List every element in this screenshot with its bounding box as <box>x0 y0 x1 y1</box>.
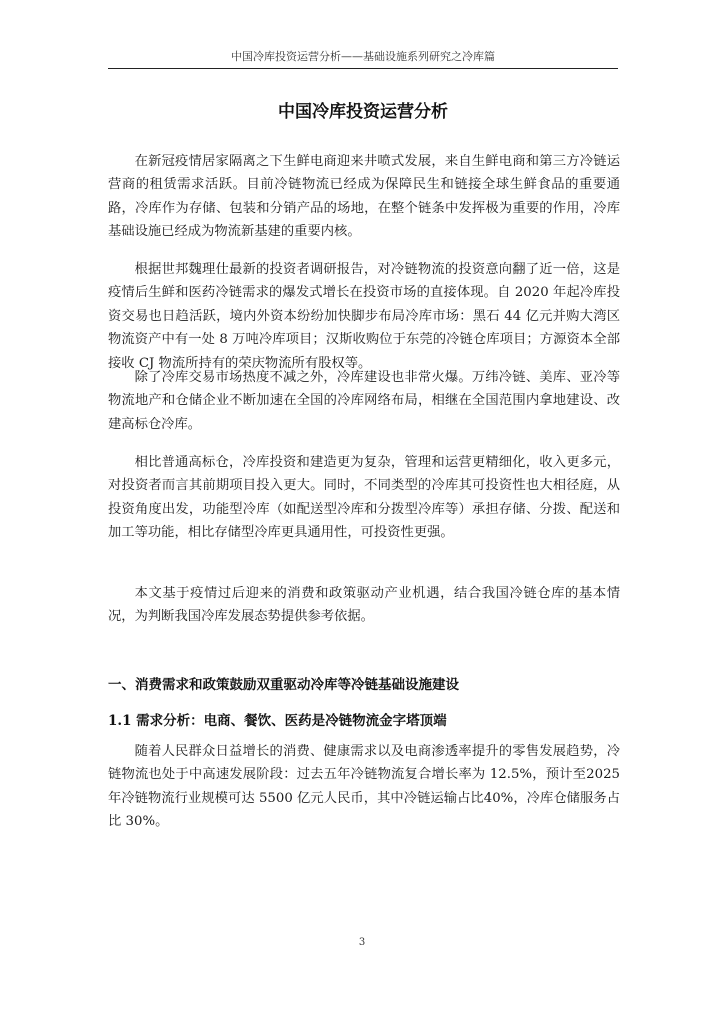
body-paragraph-2: 根据世邦魏理仕最新的投资者调研报告，对冷链物流的投资意向翻了近一倍，这是疫情后生鲜和医药冷链需求的爆发式增长在投资市场的直接体现。自 2020 年起冷库投资交易也日趋活跃，境内外资本纷纷加快脚步布局冷库市场：黑石 44 亿元并购大湾区物流资产中有一处 8 万吨冷库项目；汉斯收购位于东莞的冷链仓库项目；方源资本全部接收 CJ 物流所持有的荣庆物流所有股权等。 <box>108 262 620 371</box>
subsection-paragraph: 随着人民群众日益增长的消费、健康需求以及电商渗透率提升的零售发展趋势，冷链物流也处于中高速发展阶段：过去五年冷链物流复合增长率为 12.5%，预计至2025年冷链物流行业规模可达 5500 亿元人民币，其中冷链运输占比40%，冷库仓储服务占比 30%。 <box>108 744 620 830</box>
running-header: 中国冷库投资运营分析——基础设施系列研究之冷库篇 <box>231 50 495 63</box>
header-rule <box>108 68 618 69</box>
body-paragraph-1: 在新冠疫情居家隔离之下生鲜电商迎来井喷式发展，来自生鲜电商和第三方冷链运营商的租赁需求活跃。目前冷链物流已经成为保障民生和链接全球生鲜食品的重要通路，冷库作为存储、包装和分销产品的场地，在整个链条中发挥极为重要的作用，冷库基础设施已经成为物流新基建的重要内核。 <box>108 154 620 240</box>
subsection-heading: 1.1 需求分析：电商、餐饮、医药是冷链物流金字塔顶端 <box>108 713 447 729</box>
body-paragraph-4: 相比普通高标仓，冷库投资和建造更为复杂，管理和运营更精细化，收入更多元，对投资者而言其前期项目投入更大。同时，不同类型的冷库其可投资性也大相径庭，从投资角度出发，功能型冷库（如配送型冷库和分拨型冷库等）承担存储、分拨、配送和加工等功能，相比存储型冷库更具通用性，可投资性更强。 <box>108 455 620 541</box>
body-paragraph-5: 本文基于疫情过后迎来的消费和政策驱动产业机遇，结合我国冷链仓库的基本情况，为判断我国冷库发展态势提供参考依据。 <box>108 586 620 625</box>
document-title: 中国冷库投资运营分析 <box>278 102 448 122</box>
page-number: 3 <box>358 937 366 948</box>
section-heading: 一、消费需求和政策鼓励双重驱动冷库等冷链基础设施建设 <box>108 677 459 693</box>
body-paragraph-3: 除了冷库交易市场热度不减之外，冷库建设也非常火爆。万纬冷链、美库、亚冷等物流地产和仓储企业不断加速在全国的冷库网络布局，相继在全国范围内拿地建设、改建高标仓冷库。 <box>108 370 620 432</box>
